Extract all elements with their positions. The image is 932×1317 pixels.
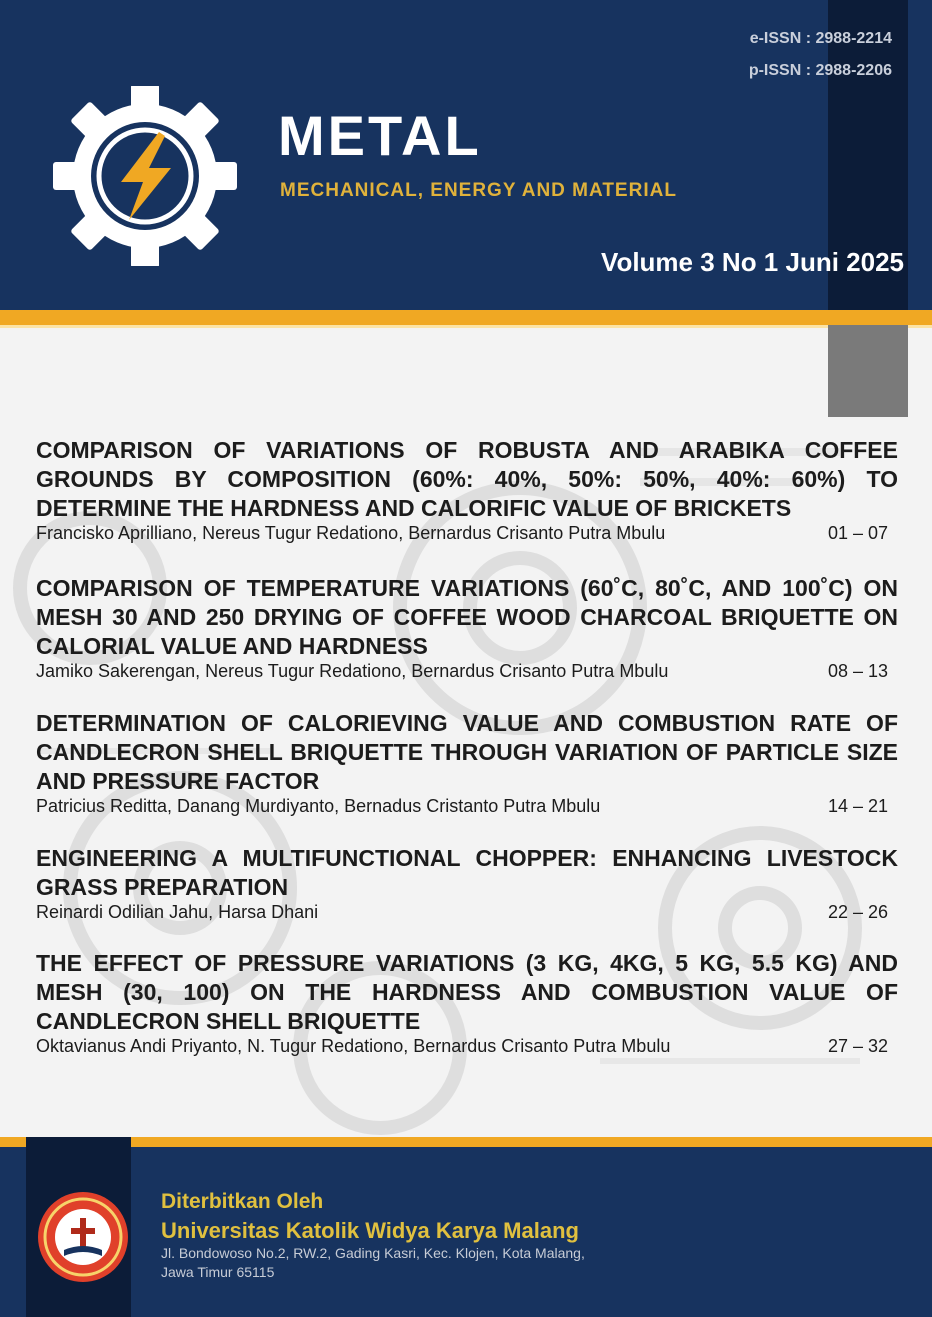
article-title: THE EFFECT OF PRESSURE VARIATIONS (3 KG, 4KG, 5 KG, 5.5 KG) AND MESH (30, 100) ON THE HARDNESS AND COMBUSTION VALUE OF CANDLECRON SHELL BRIQUETTE bbox=[36, 950, 898, 1034]
article-pages: 14 – 21 bbox=[827, 796, 888, 816]
article-4 bbox=[36, 844, 898, 949]
publisher-address-line1: Jl. Bondowoso No.2, RW.2, Gading Kasri, Kec. Klojen, Kota Malang, bbox=[161, 1245, 585, 1261]
journal-title: METAL bbox=[278, 104, 482, 167]
article-pages: 01 – 07 bbox=[827, 523, 888, 543]
article-5 bbox=[36, 949, 898, 1069]
article-pages: 08 – 13 bbox=[827, 661, 888, 681]
article-meta bbox=[36, 796, 898, 820]
publisher-address-line2: Jawa Timur 65115 bbox=[161, 1264, 275, 1280]
p-issn: p-ISSN : 2988-2206 bbox=[748, 62, 892, 79]
article-authors: Patricius Reditta, Danang Murdiyanto, Bernadus Cristanto Putra Mbulu bbox=[36, 796, 601, 816]
article-title: DETERMINATION OF CALORIEVING VALUE AND COMBUSTION RATE OF CANDLECRON SHELL BRIQUETTE THROUGH VARIATION OF PARTICLE SIZE AND PRESSURE FACTOR bbox=[36, 710, 898, 794]
article-meta bbox=[36, 523, 898, 547]
volume-issue: Volume 3 No 1 Juni 2025 bbox=[601, 247, 904, 277]
article-title: ENGINEERING A MULTIFUNCTIONAL CHOPPER: ENHANCING LIVESTOCK GRASS PREPARATION bbox=[36, 845, 898, 900]
article-meta bbox=[36, 1036, 898, 1060]
article-1 bbox=[36, 436, 898, 574]
article-authors: Oktavianus Andi Priyanto, N. Tugur Redationo, Bernardus Crisanto Putra Mbulu bbox=[36, 1036, 671, 1056]
article-3 bbox=[36, 709, 898, 844]
e-issn: e-ISSN : 2988-2214 bbox=[749, 30, 892, 47]
article-pages: 27 – 32 bbox=[827, 1036, 888, 1056]
article-meta bbox=[36, 661, 898, 685]
article-title: COMPARISON OF VARIATIONS OF ROBUSTA AND ARABIKA COFFEE GROUNDS BY COMPOSITION (60%: 40%, 50%: 50%, 40%: 60%) TO DETERMINE THE HARDNESS AND CALORIFIC VALUE OF BRICKETS bbox=[36, 437, 898, 521]
university-seal-icon bbox=[36, 1190, 130, 1284]
article-pages: 22 – 26 bbox=[827, 902, 888, 922]
gear-lightning-icon bbox=[40, 86, 250, 266]
article-authors: Reinardi Odilian Jahu, Harsa Dhani bbox=[36, 902, 319, 922]
header-orange-stripe bbox=[0, 310, 932, 325]
publisher-label: Diterbitkan Oleh bbox=[161, 1190, 324, 1213]
article-meta bbox=[36, 902, 898, 926]
article-authors: Jamiko Sakerengan, Nereus Tugur Redationo, Bernardus Crisanto Putra Mbulu bbox=[36, 661, 669, 681]
footer-orange-stripe bbox=[0, 1137, 932, 1147]
journal-subtitle: MECHANICAL, ENERGY AND MATERIAL bbox=[280, 180, 677, 201]
publisher-name: Universitas Katolik Widya Karya Malang bbox=[161, 1218, 579, 1243]
article-2 bbox=[36, 574, 898, 709]
article-title: COMPARISON OF TEMPERATURE VARIATIONS (60˚C, 80˚C, AND 100˚C) ON MESH 30 AND 250 DRYING OF COFFEE WOOD CHARCOAL BRIQUETTE ON CALORIAL VALUE AND HARDNESS bbox=[36, 575, 898, 659]
article-authors: Francisko Aprilliano, Nereus Tugur Redationo, Bernardus Crisanto Putra Mbulu bbox=[36, 523, 666, 543]
article-list bbox=[36, 436, 898, 1069]
